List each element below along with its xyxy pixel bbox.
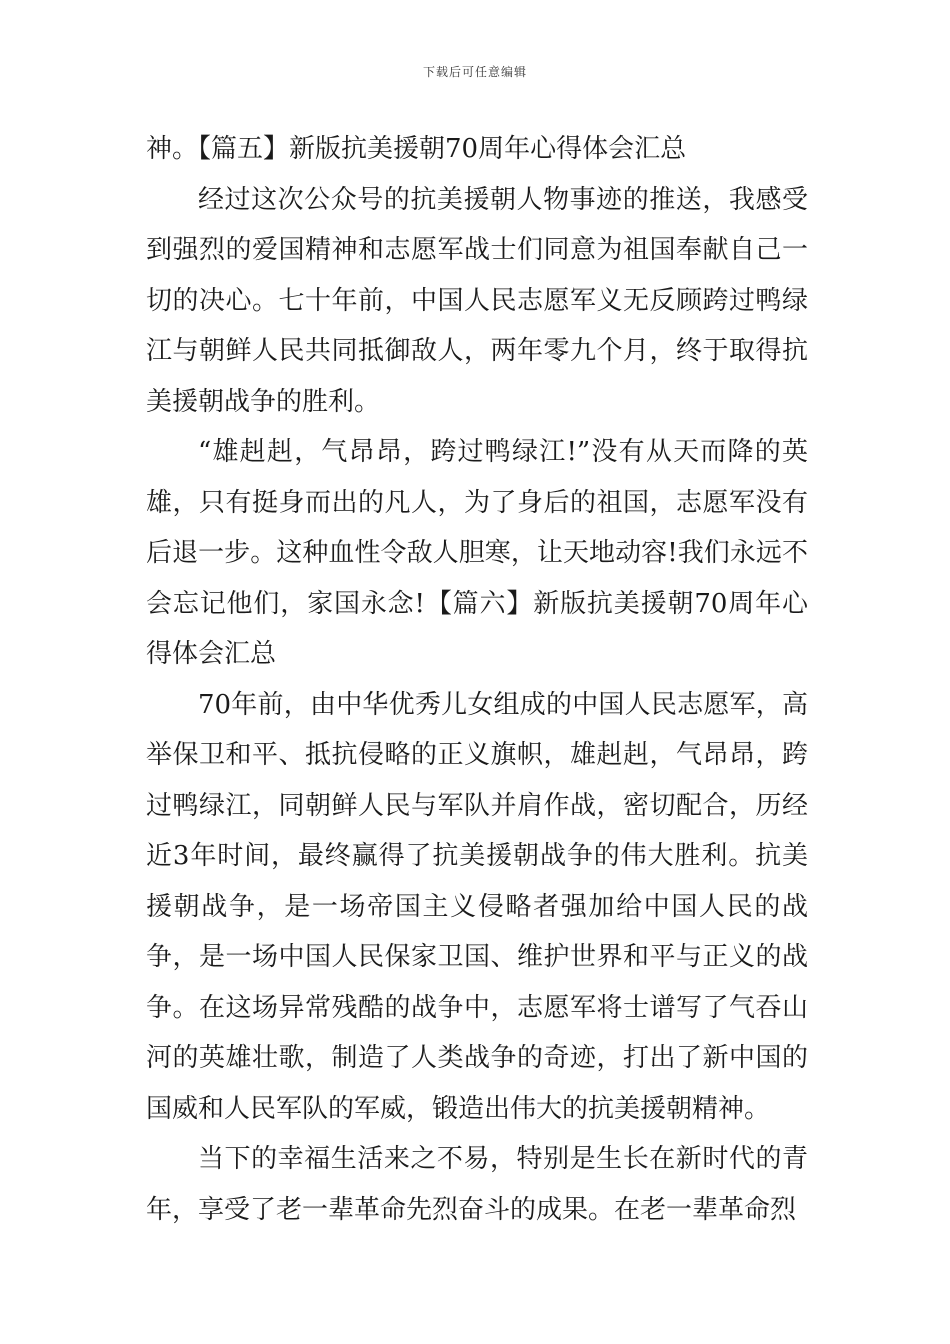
paragraph: “雄赳赳，气昂昂，跨过鸭绿江!”没有从天而降的英雄，只有挺身而出的凡人，为了身后的祖国，志愿军没有后退一步。这种血性令敌人胆寒，让天地动容!我们永远不会忘记他们，家国永念!【篇六】新版抗美援朝70周年心得体会汇总 (146, 437, 808, 669)
paragraph: 70年前，由中华优秀儿女组成的中国人民志愿军，高举保卫和平、抵抗侵略的正义旗帜，雄赳赳，气昂昂，跨过鸭绿江，同朝鲜人民与军队并肩作战，密切配合，历经近3年时间，最终赢得了抗美援朝战争的伟大胜利。抗美援朝战争，是一场帝国主义侵略者强加给中国人民的战争，是一场中国人民保家卫国、维护世界和平与正义的战争。在这场异常残酷的战争中，志愿军将士谱写了气吞山河的英雄壮歌，制造了人类战争的奇迹，打出了新中国的国威和人民军队的军威，锻造出伟大的抗美援朝精神。 (146, 689, 808, 1124)
paragraph: 当下的幸福生活来之不易，特别是生长在新时代的青年，享受了老一辈革命先烈奋斗的成果。在老一辈革命烈 (146, 1144, 808, 1225)
document-body (146, 124, 808, 1235)
paragraph: 经过这次公众号的抗美援朝人物事迹的推送，我感受到强烈的爱国精神和志愿军战士们同意为祖国奉献自己一切的决心。七十年前，中国人民志愿军义无反顾跨过鸭绿江与朝鲜人民共同抵御敌人，两年零九个月，终于取得抗美援朝战争的胜利。 (146, 184, 808, 417)
page-header-note: 下载后可任意编辑 (422, 65, 527, 79)
paragraph-continuation: 神。【篇五】新版抗美援朝70周年心得体会汇总 (146, 134, 687, 164)
